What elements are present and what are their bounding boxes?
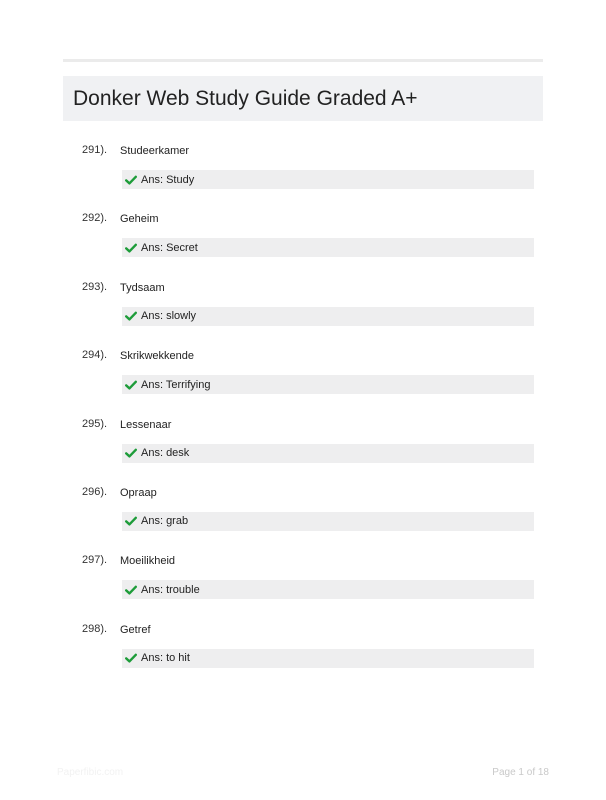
- answer-text: Ans: Study: [141, 173, 195, 186]
- check-icon: [125, 379, 137, 391]
- footer-site: Paperfibic.com: [57, 767, 124, 778]
- question-term: Lessenaar: [120, 418, 172, 431]
- question-number: 296).: [82, 485, 108, 498]
- check-icon: [125, 584, 137, 596]
- question-term: Geheim: [120, 213, 159, 226]
- answer-box: [122, 307, 534, 326]
- question-term: Studeerkamer: [120, 145, 190, 157]
- answer-box: [122, 375, 534, 394]
- question-item: [63, 211, 543, 279]
- answer-text: Ans: trouble: [141, 583, 200, 596]
- question-number: 297).: [82, 554, 108, 567]
- question-number: 292).: [82, 212, 108, 225]
- question-item: [63, 485, 543, 553]
- question-item: [63, 348, 543, 416]
- question-list: [63, 143, 543, 690]
- question-term: Skrikwekkende: [120, 350, 194, 363]
- answer-box: [122, 170, 534, 189]
- question-item: [63, 143, 543, 211]
- check-icon: [125, 447, 137, 459]
- question-number: 298).: [82, 622, 108, 635]
- question-term: Getref: [120, 623, 151, 636]
- question-number: 293).: [82, 280, 108, 293]
- check-icon: [125, 652, 137, 664]
- answer-box: [122, 649, 534, 668]
- answer-text: Ans: Terrifying: [141, 378, 211, 391]
- question-term: Opraap: [120, 486, 157, 499]
- check-icon: [125, 310, 137, 322]
- question-item: [63, 280, 543, 348]
- answer-box: [122, 238, 534, 257]
- answer-box: [122, 512, 534, 531]
- answer-text: Ans: grab: [141, 515, 189, 528]
- check-icon: [125, 174, 137, 186]
- question-term: Tydsaam: [120, 281, 165, 294]
- question-term: Moeilikheid: [120, 555, 176, 568]
- page-number: Page 1 of 18: [492, 767, 549, 778]
- question-number: 295).: [82, 417, 108, 430]
- answer-box: [122, 444, 534, 463]
- answer-text: Ans: to hit: [141, 652, 190, 665]
- answer-text: Ans: desk: [141, 447, 190, 460]
- question-number: 294).: [82, 349, 108, 362]
- answer-box: [122, 580, 534, 599]
- question-number: 291).: [82, 144, 108, 156]
- answer-text: Ans: slowly: [141, 310, 197, 323]
- title-bar: [63, 76, 543, 121]
- question-item: [63, 417, 543, 485]
- question-item: [63, 622, 543, 690]
- check-icon: [125, 242, 137, 254]
- top-rule: [63, 59, 543, 62]
- page-title: Donker Web Study Guide Graded A+: [73, 86, 418, 110]
- question-item: [63, 553, 543, 621]
- check-icon: [125, 515, 137, 527]
- answer-text: Ans: Secret: [141, 241, 198, 254]
